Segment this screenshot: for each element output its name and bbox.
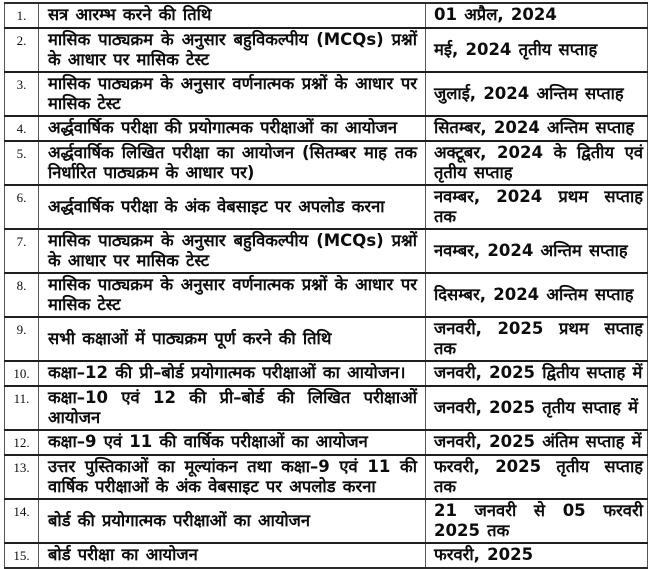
- table-row: [5, 141, 648, 185]
- activity-cell: बोर्ड परीक्षा का आयोजन: [39, 543, 426, 568]
- serial-cell: 5.: [5, 141, 39, 185]
- table-row: [5, 430, 648, 455]
- serial-cell: 7.: [5, 229, 39, 273]
- activity-cell: मासिक पाठ्यक्रम के अनुसार वर्णनात्मक प्रश्नों के आधार पर मासिक टेस्ट: [39, 72, 426, 116]
- schedule-cell: नवम्बर, 2024 प्रथम सप्ताह तक: [426, 185, 648, 229]
- activity-cell: कक्षा–9 एवं 11 की वार्षिक परीक्षाओं का आयोजन: [39, 430, 426, 455]
- schedule-cell: जनवरी, 2025 द्वितीय सप्ताह में: [426, 361, 648, 386]
- activity-cell: मासिक पाठ्यक्रम के अनुसार बहुविकल्पीय (MCQs) प्रश्नों के आधार पर मासिक टेस्ट: [39, 229, 426, 273]
- activity-cell: कक्षा–10 एवं 12 की प्री–बोर्ड की लिखित परीक्षाओं आयोजन: [39, 386, 426, 430]
- schedule-table: [4, 2, 648, 569]
- schedule-cell: जनवरी, 2025 तृतीय सप्ताह में: [426, 386, 648, 430]
- activity-cell: सभी कक्षाओं में पाठ्यक्रम पूर्ण करने की तिथि: [39, 317, 426, 361]
- serial-cell: 11.: [5, 386, 39, 430]
- activity-cell: अर्द्धवार्षिक परीक्षा के अंक वेबसाइट पर अपलोड करना: [39, 185, 426, 229]
- table-row: [5, 229, 648, 273]
- activity-cell: अर्द्धवार्षिक लिखित परीक्षा का आयोजन (सितम्बर माह तक निर्धारित पाठ्यक्रम के आधार पर): [39, 141, 426, 185]
- table-row: [5, 386, 648, 430]
- serial-cell: 10.: [5, 361, 39, 386]
- table-row: [5, 317, 648, 361]
- schedule-cell: मई, 2024 तृतीय सप्ताह: [426, 28, 648, 72]
- table-row: [5, 72, 648, 116]
- serial-cell: 9.: [5, 317, 39, 361]
- schedule-cell: नवम्बर, 2024 अन्तिम सप्ताह: [426, 229, 648, 273]
- activity-cell: बोर्ड की प्रयोगात्मक परीक्षाओं का आयोजन: [39, 499, 426, 543]
- activity-cell: कक्षा–12 की प्री–बोर्ड प्रयोगात्मक परीक्षाओं का आयोजन।: [39, 361, 426, 386]
- schedule-cell: फरवरी, 2025: [426, 543, 648, 568]
- serial-cell: 12.: [5, 430, 39, 455]
- serial-cell: 4.: [5, 116, 39, 141]
- schedule-cell: फरवरी, 2025 तृतीय सप्ताह तक: [426, 455, 648, 499]
- schedule-cell: जनवरी, 2025 प्रथम सप्ताह तक: [426, 317, 648, 361]
- serial-cell: 14.: [5, 499, 39, 543]
- table-row: [5, 273, 648, 317]
- serial-cell: 1.: [5, 3, 39, 28]
- table-row: [5, 3, 648, 28]
- schedule-cell: जनवरी, 2025 अंतिम सप्ताह में: [426, 430, 648, 455]
- activity-cell: अर्द्धवार्षिक परीक्षा की प्रयोगात्मक परीक्षाओं का आयोजन: [39, 116, 426, 141]
- table-row: [5, 185, 648, 229]
- serial-cell: 8.: [5, 273, 39, 317]
- schedule-cell: अक्टूबर, 2024 के द्वितीय एवं तृतीय सप्ताह: [426, 141, 648, 185]
- activity-cell: मासिक पाठ्यक्रम के अनुसार वर्णनात्मक प्रश्नों के आधार पर मासिक टेस्ट: [39, 273, 426, 317]
- schedule-cell: दिसम्बर, 2024 अन्तिम सप्ताह: [426, 273, 648, 317]
- serial-cell: 2.: [5, 28, 39, 72]
- serial-cell: 3.: [5, 72, 39, 116]
- table-row: [5, 116, 648, 141]
- schedule-cell: सितम्बर, 2024 अन्तिम सप्ताह: [426, 116, 648, 141]
- table-row: [5, 543, 648, 568]
- table-row: [5, 499, 648, 543]
- activity-cell: मासिक पाठ्यक्रम के अनुसार बहुविकल्पीय (MCQs) प्रश्नों के आधार पर मासिक टेस्ट: [39, 28, 426, 72]
- table-row: [5, 455, 648, 499]
- serial-cell: 6.: [5, 185, 39, 229]
- activity-cell: सत्र आरम्भ करने की तिथि: [39, 3, 426, 28]
- serial-cell: 15.: [5, 543, 39, 568]
- activity-cell: उत्तर पुस्तिकाओं का मूल्यांकन तथा कक्षा–9 एवं 11 की वार्षिक परीक्षाओं के अंक वेबसाइट पर अपलोड करना: [39, 455, 426, 499]
- table-row: [5, 28, 648, 72]
- schedule-cell: जुलाई, 2024 अन्तिम सप्ताह: [426, 72, 648, 116]
- schedule-cell: 21 जनवरी से 05 फरवरी 2025 तक: [426, 499, 648, 543]
- table-row: [5, 361, 648, 386]
- serial-cell: 13.: [5, 455, 39, 499]
- schedule-cell: 01 अप्रैल, 2024: [426, 3, 648, 28]
